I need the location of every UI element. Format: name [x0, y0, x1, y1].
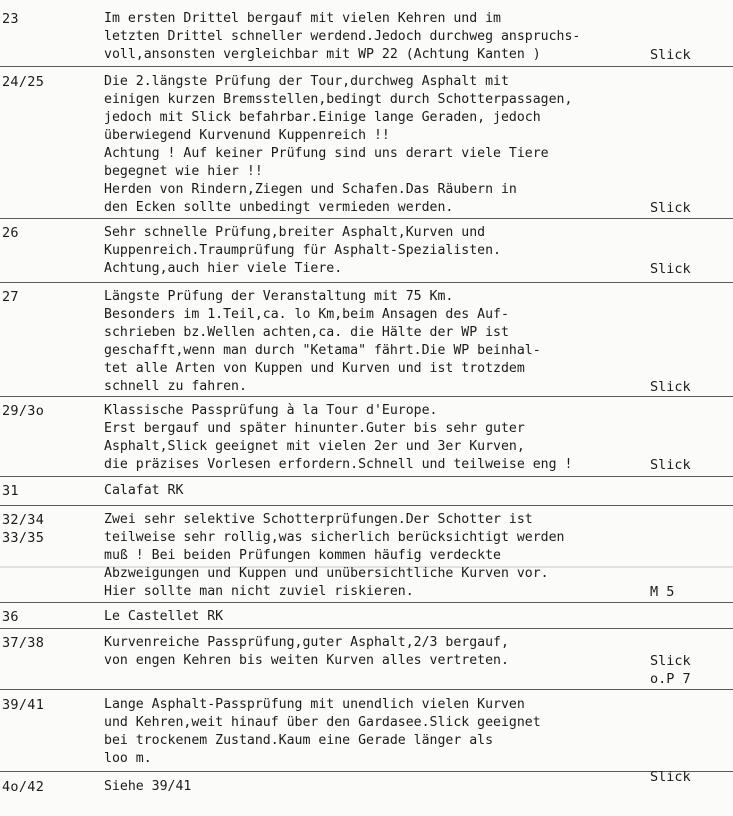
- description-line: Besonders im 1.Teil,ca. lo Km,beim Ansagen des Auf-: [104, 307, 509, 322]
- tire-recommendation: [650, 46, 730, 64]
- description-line: Lange Asphalt-Passprüfung mit unendlich vielen Kurven: [104, 697, 525, 712]
- description-line: Zwei sehr selektive Schotterprüfungen.Der Schotter ist: [104, 512, 533, 527]
- description-line: Herden von Rindern,Ziegen und Schafen.Das Räubern in: [104, 182, 517, 197]
- stage-number-line: 4o/42: [2, 779, 45, 795]
- stage-number: [2, 634, 44, 652]
- description-line: Die 2.längste Prüfung der Tour,durchweg Asphalt mit: [104, 74, 509, 89]
- stage-description: [104, 482, 649, 500]
- stage-number: [2, 511, 44, 547]
- stage-description: [104, 778, 649, 796]
- description-line: Calafat RK: [104, 483, 184, 498]
- row-separator: [0, 218, 733, 219]
- tire-line: Slick: [650, 653, 691, 669]
- description-line: Im ersten Drittel bergauf mit vielen Kehren und im: [104, 11, 501, 26]
- stage-number-line: 23: [2, 11, 19, 27]
- description-line: begegnet wie hier !!: [104, 164, 263, 179]
- tire-line: Slick: [650, 379, 691, 395]
- tire-recommendation: [650, 378, 730, 396]
- description-line: die präzises Vorlesen erfordern.Schnell und teilweise eng !: [104, 457, 573, 472]
- tire-recommendation: [650, 768, 730, 786]
- description-line: muß ! Bei beiden Prüfungen kommen häufig verdeckte: [104, 548, 501, 563]
- row-separator: [0, 771, 733, 772]
- description-line: loo m.: [104, 751, 152, 766]
- description-line: Sehr schnelle Prüfung,breiter Asphalt,Kurven und: [104, 225, 486, 240]
- description-line: Abzweigungen und Kuppen und unübersichtliche Kurven vor.: [104, 566, 549, 581]
- stage-number: [2, 608, 19, 626]
- description-line: Achtung ! Auf keiner Prüfung sind uns derart viele Tiere: [104, 146, 549, 161]
- tire-line: Slick: [650, 457, 691, 473]
- description-line: voll,ansonsten vergleichbar mit WP 22 (Achtung Kanten ): [104, 47, 541, 62]
- stage-description: [104, 73, 649, 217]
- stage-number: [2, 288, 19, 306]
- description-line: tet alle Arten von Kuppen und Kurven und ist trotzdem: [104, 361, 525, 376]
- row-separator: [0, 628, 733, 629]
- description-line: schnell zu fahren.: [104, 379, 247, 394]
- description-line: Achtung,auch hier viele Tiere.: [104, 261, 343, 276]
- stage-number-line: 29/3o: [2, 403, 45, 419]
- description-line: geschafft,wenn man durch "Ketama" fährt.Die WP beinhal-: [104, 343, 541, 358]
- stage-number-line: 37/38: [2, 635, 45, 651]
- stage-number: [2, 482, 19, 500]
- tire-line: Slick: [650, 769, 691, 785]
- stage-number-line: 24/25: [2, 74, 45, 90]
- row-separator: [0, 602, 733, 603]
- stage-number: [2, 73, 44, 91]
- tire-recommendation: [650, 652, 730, 688]
- tire-line: Slick: [650, 261, 691, 277]
- stage-number: [2, 696, 44, 714]
- description-line: Längste Prüfung der Veranstaltung mit 75 Km.: [104, 289, 454, 304]
- stage-number-line: 31: [2, 483, 19, 499]
- row-separator: [0, 476, 733, 477]
- description-line: Kuppenreich.Traumprüfung für Asphalt-Spezialisten.: [104, 243, 501, 258]
- tire-line: Slick: [650, 200, 691, 216]
- stage-description: [104, 511, 649, 601]
- tire-recommendation: [650, 583, 730, 601]
- tire-recommendation: [650, 456, 730, 474]
- stage-description: [104, 224, 649, 278]
- description-line: Klassische Passprüfung à la Tour d'Europe.: [104, 403, 438, 418]
- stage-number: [2, 778, 44, 796]
- description-line: Hier sollte man nicht zuviel riskieren.: [104, 584, 414, 599]
- description-line: letzten Drittel schneller werdend.Jedoch durchweg anspruchs-: [104, 29, 581, 44]
- description-line: einigen kurzen Bremsstellen,bedingt durch Schotterpassagen,: [104, 92, 573, 107]
- tire-line: Slick: [650, 47, 691, 63]
- description-line: Le Castellet RK: [104, 609, 224, 624]
- stage-number: [2, 10, 19, 28]
- description-line: schrieben bz.Wellen achten,ca. die Hälte der WP ist: [104, 325, 509, 340]
- stage-description: [104, 696, 649, 768]
- description-line: überwiegend Kurvenund Kuppenreich !!: [104, 128, 390, 143]
- description-line: Erst bergauf und später hinunter.Guter bis sehr guter: [104, 421, 525, 436]
- stage-description: [104, 288, 649, 396]
- stage-number-line: 26: [2, 225, 19, 241]
- description-line: von engen Kehren bis weiten Kurven alles vertreten.: [104, 653, 509, 668]
- tire-line: o.P 7: [650, 671, 691, 687]
- row-separator: [0, 689, 733, 690]
- stage-description: [104, 10, 649, 64]
- stage-number-line: 32/34: [2, 512, 45, 528]
- description-line: teilweise sehr rollig,was sicherlich berücksichtigt werden: [104, 530, 565, 545]
- description-line: Asphalt,Slick geeignet mit vielen 2er und 3er Kurven,: [104, 439, 525, 454]
- stage-description: [104, 608, 649, 626]
- tire-recommendation: [650, 199, 730, 217]
- tire-recommendation: [650, 260, 730, 278]
- description-line: den Ecken sollte unbedingt vermieden werden.: [104, 200, 454, 215]
- row-separator: [0, 66, 733, 67]
- row-separator: [0, 282, 733, 283]
- description-line: Kurvenreiche Passprüfung,guter Asphalt,2/3 bergauf,: [104, 635, 509, 650]
- description-line: Siehe 39/41: [104, 779, 192, 794]
- description-line: jedoch mit Slick befahrbar.Einige lange Geraden, jedoch: [104, 110, 541, 125]
- stage-number-line: 27: [2, 289, 19, 305]
- description-line: bei trockenem Zustand.Kaum eine Gerade länger als: [104, 733, 494, 748]
- stage-number-line: 39/41: [2, 697, 45, 713]
- description-line: und Kehren,weit hinauf über den Gardasee.Slick geeignet: [104, 715, 541, 730]
- stage-description: [104, 402, 649, 474]
- stage-number: [2, 224, 19, 242]
- stage-number: [2, 402, 44, 420]
- stage-number-line: 33/35: [2, 530, 45, 546]
- stage-number-line: 36: [2, 609, 19, 625]
- stage-description: [104, 634, 649, 670]
- tire-line: M 5: [650, 584, 675, 600]
- row-separator: [0, 505, 733, 506]
- row-separator: [0, 396, 733, 397]
